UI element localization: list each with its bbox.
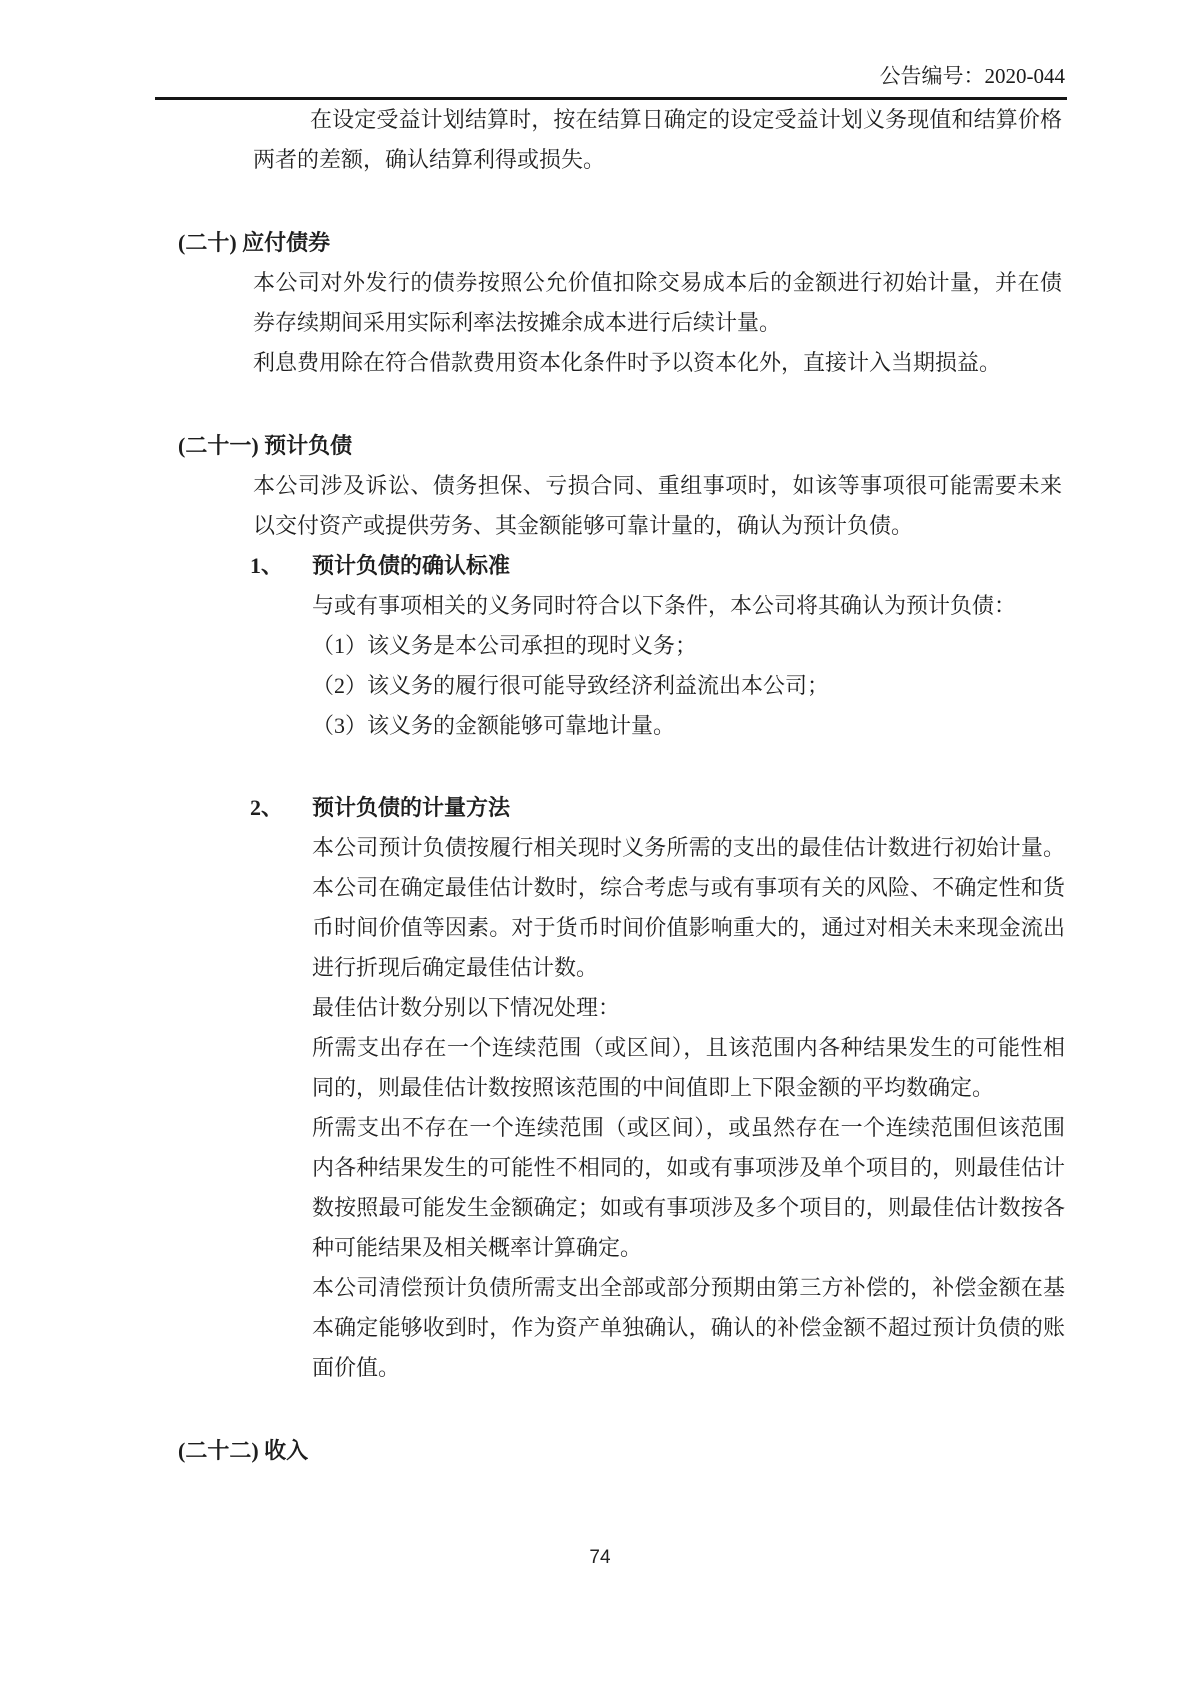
list-item-condition-3: （3）该义务的金额能够可靠地计量。 [312,713,676,738]
list-item-condition-2: （2）该义务的履行很可能导致经济利益流出本公司； [312,673,830,698]
paragraph-best-estimate-cases: 最佳估计数分别以下情况处理： [312,995,621,1020]
paragraph-interest-expense: 利息费用除在符合借款费用资本化条件时予以资本化外，直接计入当期损益。 [253,350,1002,375]
heading-number: 1、 [250,553,284,578]
heading-title: 预计负债的确认标准 [312,553,511,578]
paragraph-defined-benefit-settlement: 在设定受益计划结算时，按在结算日确定的设定受益计划义务现值和结算价格两者的差额，确认结算利得或损失。 [253,107,1062,172]
heading-number: 2、 [250,795,284,820]
paragraph-bonds-initial-measurement: 本公司对外发行的债券按照公允价值扣除交易成本后的金额进行初始计量，并在债券存续期间采用实际利率法按摊余成本进行后续计量。 [253,270,1062,335]
heading-title: 预计负债的计量方法 [312,795,511,820]
section-heading-bonds-payable: (二十) 应付债券 [178,230,331,255]
page-header [0,0,1065,90]
paragraph-continuous-range: 所需支出存在一个连续范围（或区间），且该范围内各种结果发生的可能性相同的，则最佳估计数按照该范围的中间值即上下限金额的平均数确定。 [312,1035,1065,1100]
paragraph-third-party-compensation: 本公司清偿预计负债所需支出全部或部分预期由第三方补偿的，补偿金额在基本确定能够收到时，作为资产单独确认，确认的补偿金额不超过预计负债的账面价值。 [312,1275,1065,1380]
section-heading-revenue: (二十二) 收入 [178,1438,309,1463]
paragraph-estimated-liabilities-intro: 本公司涉及诉讼、债务担保、亏损合同、重组事项时，如该等事项很可能需要未来以交付资产或提供劳务、其金额能够可靠计量的，确认为预计负债。 [253,473,1062,538]
page-number: 74 [589,1547,611,1568]
numbered-heading-measurement-method [250,788,1062,828]
paragraph-non-continuous-range: 所需支出不存在一个连续范围（或区间），或虽然存在一个连续范围但该范围内各种结果发生的可能性不相同的，如或有事项涉及单个项目的，则最佳估计数按照最可能发生金额确定；如或有事项涉及多个项目的，则最佳估计数按各种可能结果及相关概率计算确定。 [312,1115,1065,1260]
doc-number: 公告编号：2020-044 [879,64,1065,88]
list-item-condition-1: （1）该义务是本公司承担的现时义务； [312,633,698,658]
paragraph-recognition-conditions: 与或有事项相关的义务同时符合以下条件，本公司将其确认为预计负债： [312,593,1017,618]
section-heading-estimated-liabilities: (二十一) 预计负债 [178,433,353,458]
numbered-heading-recognition-criteria [250,546,1062,586]
paragraph-best-estimate-initial: 本公司预计负债按履行相关现时义务所需的支出的最佳估计数进行初始计量。本公司在确定最佳估计数时，综合考虑与或有事项有关的风险、不确定性和货币时间价值等因素。对于货币时间价值影响重大的，通过对相关未来现金流出进行折现后确定最佳估计数。 [312,835,1065,980]
